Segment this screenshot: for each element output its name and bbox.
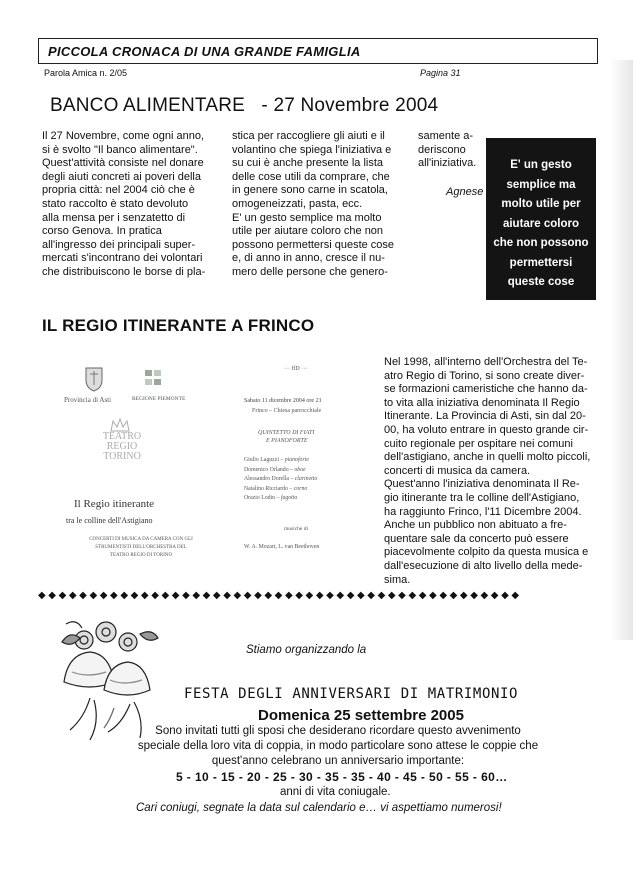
regione-logo-icon <box>144 368 162 388</box>
ensemble-name: QUINTETTO DI FIATI <box>258 430 315 436</box>
banco-column-1: Il 27 Novembre, come ogni anno, si è svolto "Il banco alimentare". Quest'attività consiste nel donare degli aiuti concreti ai poveri della propria città: nel 2004 ciò che è stato raccolto è stato devoluto alla mensa per i senzatetto di corso Genova. In pratica all'ingresso dei principali super- mercati s'incontrano dei volontari che distribuiscono le borse di pla- <box>42 130 206 278</box>
composers: W. A. Mozart, L. van Beethoven <box>244 544 320 550</box>
music-label: musiche di <box>284 526 308 532</box>
banco-column-3: samente a- deriscono all'iniziativa. <box>418 130 477 170</box>
festa-intro: Stiamo organizzando la <box>246 644 367 656</box>
festa-title: FESTA DEGLI ANNIVERSARI DI MATRIMONIO <box>184 686 519 702</box>
player-role: fagotto <box>280 495 298 501</box>
fine-line-2: STRUMENTISTI DELL'ORCHESTRA DEL <box>95 545 187 550</box>
teatro-word-2: REGIO <box>106 441 138 452</box>
header-title: PICCOLA CRONACA DI UNA GRANDE FAMIGLIA <box>48 44 361 59</box>
player-name: Orazio Lodin <box>244 495 276 501</box>
banco-title: BANCO ALIMENTARE - 27 Novembre 2004 <box>50 95 439 116</box>
player-role: oboe <box>294 466 306 473</box>
regio-title: IL REGIO ITINERANTE A FRINCO <box>42 316 315 335</box>
ensemble-name-2: E PIANOFORTE <box>266 438 308 444</box>
banco-column-2: stica per raccogliere gli aiuti e il volantino che spiega l'iniziativa e su cui è anche presente la lista delle cose utili da comprare, che in genere sono carne in scatola, omogeneizzati, pasta, ecc. E' un gesto semplice ma molto utile per aiutare coloro che non possono permettersi queste cose e, di anno in anno, cresce il nu- mero delle persone che genero- <box>232 130 395 278</box>
player-row: Alessandro Dorella – clarinetto <box>244 476 318 482</box>
player-row: Domenico Orlando – oboe <box>244 466 306 473</box>
provincia-label: Provincia di Asti <box>64 396 112 404</box>
player-row: Natalino Ricciardo – corno <box>244 485 308 492</box>
fine-line-1: CONCERTI DI MUSICA DA CAMERA CON GLI <box>89 537 193 542</box>
scan-edge-shadow <box>610 60 633 640</box>
author-signature: Agnese <box>446 186 484 198</box>
poster-right <box>230 352 380 578</box>
years-label: anni di vita coniugale. <box>280 786 391 798</box>
teatro-regio-logo <box>102 432 142 462</box>
page-number: Pagina 31 <box>420 68 461 78</box>
regio-article-text: Nel 1998, all'interno dell'Orchestra del Te- atro Regio di Torino, si sono create diver- se formazioni cameristiche che hanno da- to vita alla iniziativa denominata Il Regio Itinerante. La Provincia di Asti, sin dal 20- 00, ha voluto entrare in questo grande cir- cuito regionale per ospitare nei comuni dell'astigiano, anche in quelli molto piccoli, concerti di musica da camera. Quest'anno l'iniziativa denominata Il Re- gio itinerante tra le colline dell'Astigiano, ha raggiunto Frinco, l'11 Dicembre 2004. Anche un pubblico non abituato a fre- quentare sale da concerto può essere piacevolmente colpito da questa musica e dall'esecuzione di alto livello della mede- sima. <box>384 356 591 586</box>
teatro-crown-icon <box>110 418 130 432</box>
poster-top-mark: ··· ffD ··· <box>284 366 308 372</box>
concert-place: Frinco – Chiesa parrocchiale <box>252 408 322 414</box>
player-row: Giulio Laguzzi – pianoforte <box>244 457 309 463</box>
festa-closing: Cari coniugi, segnate la data sul calendario e… vi aspettiamo numerosi! <box>136 802 502 814</box>
player-name: Natalino Ricciardo <box>244 485 288 492</box>
festa-body: Sono invitati tutti gli sposi che desiderano ricordare questo avvenimento speciale della loro vita di coppia, in modo particolare sono attese le coppie che quest'anno celebrano un anniversario importante: <box>137 725 539 768</box>
festa-date: Domenica 25 settembre 2005 <box>258 707 464 724</box>
provincia-crest-icon <box>84 366 104 392</box>
concert-date: Sabato 11 dicembre 2004 ore 21 <box>244 398 322 404</box>
player-name: Giulio Laguzzi <box>244 457 279 463</box>
anniversary-numbers: 5 - 10 - 15 - 20 - 25 - 30 - 35 - 35 - 40 - 45 - 50 - 55 - 60… <box>176 770 508 784</box>
player-role: clarinetto <box>294 476 318 482</box>
poster-subtitle: tra le colline dell'Astigiano <box>66 516 153 525</box>
player-name: Domenico Orlando <box>244 466 289 473</box>
player-role: pianoforte <box>284 457 309 463</box>
player-role: corno <box>293 485 308 492</box>
poster-title: Il Regio itinerante <box>74 498 155 510</box>
issue-label: Parola Amica n. 2/05 <box>44 68 128 78</box>
pull-quote-box: E' un gesto semplice ma molto utile per aiutare coloro che non possono permettersi queste cose <box>486 138 596 300</box>
teatro-word-3: TORINO <box>103 451 141 462</box>
diamond-separator: ◆◆◆◆◆◆◆◆◆◆◆◆◆◆◆◆◆◆◆◆◆◆◆◆◆◆◆◆◆◆◆◆◆◆◆◆◆◆◆◆◆◆◆◆◆◆◆ <box>38 590 522 601</box>
poster-left <box>62 352 222 578</box>
fine-line-3: TEATRO REGIO DI TORINO <box>109 553 173 558</box>
teatro-word-1: TEATRO <box>102 431 142 442</box>
player-name: Alessandro Dorella <box>244 476 289 482</box>
poster-fine-print <box>66 536 216 560</box>
player-row: Orazio Lodin – fagotto <box>244 495 298 501</box>
regione-label: REGIONE PIEMONTE <box>132 396 186 402</box>
players-list <box>244 456 374 504</box>
